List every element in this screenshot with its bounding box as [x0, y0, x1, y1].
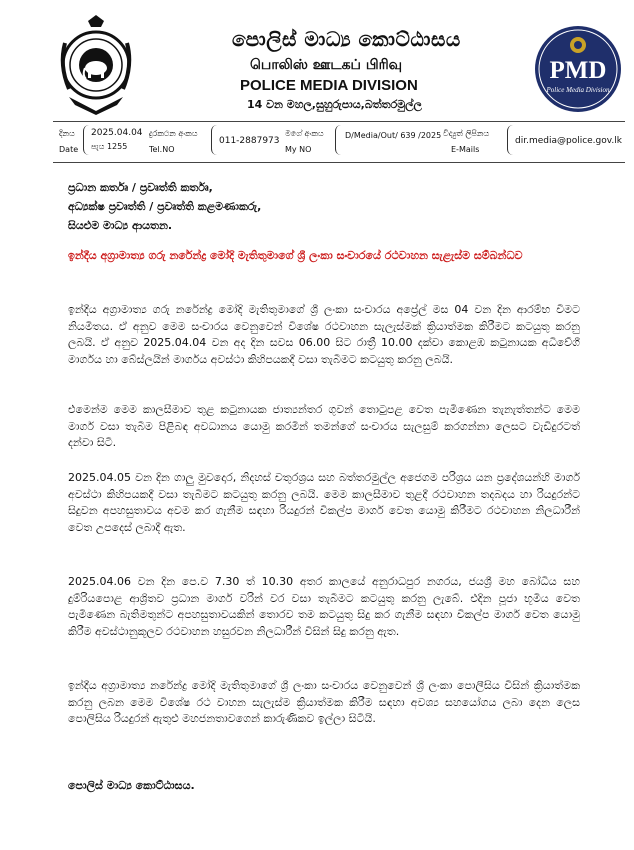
body-paragraph: එමෙන්ම මෙම කාලසීමාව තුළ කටුනායක ජාත්‍යන්තර ගුවන් තොටුපළ වෙත පැමිණෙන තැනැත්තන්ට මෙම මාර්ග වසා තැබීම පිළිබඳ අවධානය යොමු කරමින් තමන්ගේ සංචාරය සැලසුම් කරගන්නා ලෙසට වැඩිදුරටත් දන්වා සිටී.	[68, 403, 580, 449]
contact-info-row	[53, 121, 625, 163]
my-no-value: D/Media/Out/ 639 /2025	[345, 131, 442, 140]
tel-value: 011-2887973	[219, 136, 280, 146]
tel-label-si: දුරකථන අංකය	[149, 129, 198, 138]
pmd-logo-text: PMD	[549, 57, 607, 84]
my-no-label-en: My NO	[285, 145, 312, 154]
date-label-si: දිනය	[59, 129, 75, 138]
recipient-line: ප්‍රධාන කර්තෘ / ප්‍රවෘත්ති කර්තෘ,	[68, 181, 213, 194]
time-value: පැය 1255	[91, 142, 128, 151]
email-label-en: E-Mails	[451, 145, 480, 154]
recipient-line: සියළුම මාධ්‍ය ආයතන.	[68, 219, 173, 232]
tel-label-en: Tel.NO	[149, 145, 175, 154]
header-title-tamil: பொலிஸ் ஊடகப் பிரிவு	[250, 57, 403, 73]
my-no-label-si: මගේ අංකය	[285, 129, 324, 138]
recipient-line: අධ්‍යක්ෂ ප්‍රවෘත්ති / ප්‍රවෘත්ති කළමණාකරු,	[68, 200, 262, 213]
body-paragraph: 2025.04.06 වන දින පෙ.ව 7.30 ත් 10.30 අතර කාලයේ අනුරාධපුර නගරය, ජයශ්‍රී මහ බෝධිය සහ දුම්රියපොළ ආශ්‍රිතව ප්‍රධාන මාර්ග වරින් වර වසා තැබීමට කටයුතු කරනු ලැබේ. එදින පූජා භූමිය වෙත පැමිණෙන බැතිමතුන්ට අපහසුතාවයකින් තොරව තම කටයුතු සිදු කර ගැනීම සඳහා විකල්ප මාර්ග වෙත යොමු කිරීම අවස්ථානුකූලව රථවාහන හසුරවන නිලධාරීන් විසින් සිදු කරනු ඇත.	[68, 575, 580, 638]
subject-line: ඉන්දීය අග්‍රාමාත්‍ය ගරු නරේන්ද්‍ර මෝදි මැතිතුමාගේ ශ්‍රී ලංකා සංචාරයේ රථවාහන සැළැස්ම සම්බන්ධව	[68, 249, 523, 262]
email-label-si: විද්‍යුත් ලිපිනය	[443, 129, 490, 138]
police-crest-logo	[55, 13, 137, 117]
pmd-logo	[533, 24, 623, 114]
body-paragraph: ඉන්දීය අග්‍රාමාත්‍ය ගරු නරේන්ද්‍ර මෝදි මැතිතුමාගේ ශ්‍රී ලංකා සංචාරය අප්‍රේල් මස 04 වන දින ආරම්භ වීමට නියමිතය. ඒ අනුව මෙම සංචාරය වෙනුවෙන් විශේෂ රථවාහන සැලැස්මක් ක්‍රියාත්මක කිරීමට කටයුතු කරනු ලබයි. ඒ අනුව 2025.04.04 වන අද දින සවස 06.00 සිට රාත්‍රී 10.00 දක්වා කොළඹ කටුනායක අධිවේගී මාර්ගය හා බේස්ලයින් මාර්ගය අවස්ථා කිහිපයකදී වසා තැබීමට කටයුතු කරනු ලබයි.	[68, 303, 580, 366]
signature-line: පොලිස් මාධ්‍ය කොට්ඨාසය.	[68, 779, 195, 792]
email-value: dir.media@police.gov.lk	[515, 136, 622, 146]
pmd-logo-subtext: Police Media Division	[546, 86, 610, 94]
header-title-english: POLICE MEDIA DIVISION	[240, 77, 418, 94]
body-paragraph: ඉන්දීය අග්‍රාමාත්‍ය නරේන්ද්‍ර මෝදි මැතිතුමාගේ ශ්‍රී ලංකා සංචාරය වෙනුවෙන් ශ්‍රී ලංකා පොලීසිය විසින් ක්‍රියාත්මක කරනු ලබන මෙම විශේෂ රථ වාහන සැලැස්ම ක්‍රියාත්මක කිරීම සඳහා අවශ්‍ය සහයෝගය ලබා දෙන ලෙස පොලිසිය රියදුරන් ඇතුළු මහජනතාවගෙන් කාරුණිකව ඉල්ලා සිටියි.	[68, 679, 580, 725]
header-title-sinhala: පොලිස් මාධ්‍ය කොට්ඨාසය	[232, 27, 461, 51]
date-label-en: Date	[59, 145, 79, 154]
body-paragraph: 2025.04.05 වන දින ගාලු මුවදොර, නිදහස් චතුරශ්‍රය සහ බත්තරමුල්ල අජෙගම පරිශ්‍රය යන ප්‍රදේශයන්හි මාර්ග අවස්ථා කිහිපයකදී වසා තැබීමට කටයුතු කරනු ලබයි. මෙම කාලසීමාව තුළදී රථවාහන තදබදය හා රියදුරන්ට සිදුවන අපහසුතාවය අවම කර ගැනීම සඳහා රියදුරන් විකල්ප මාර්ග වෙත යොමු කිරීමට රථවාහන නිලධාරීන් වෙත උපදෙස් ලබාදී ඇත.	[68, 471, 580, 534]
date-value: 2025.04.04	[91, 128, 143, 138]
header-address: 14 වන මහල,සුහුරුපාය,බත්තරමුල්ල	[247, 98, 422, 111]
